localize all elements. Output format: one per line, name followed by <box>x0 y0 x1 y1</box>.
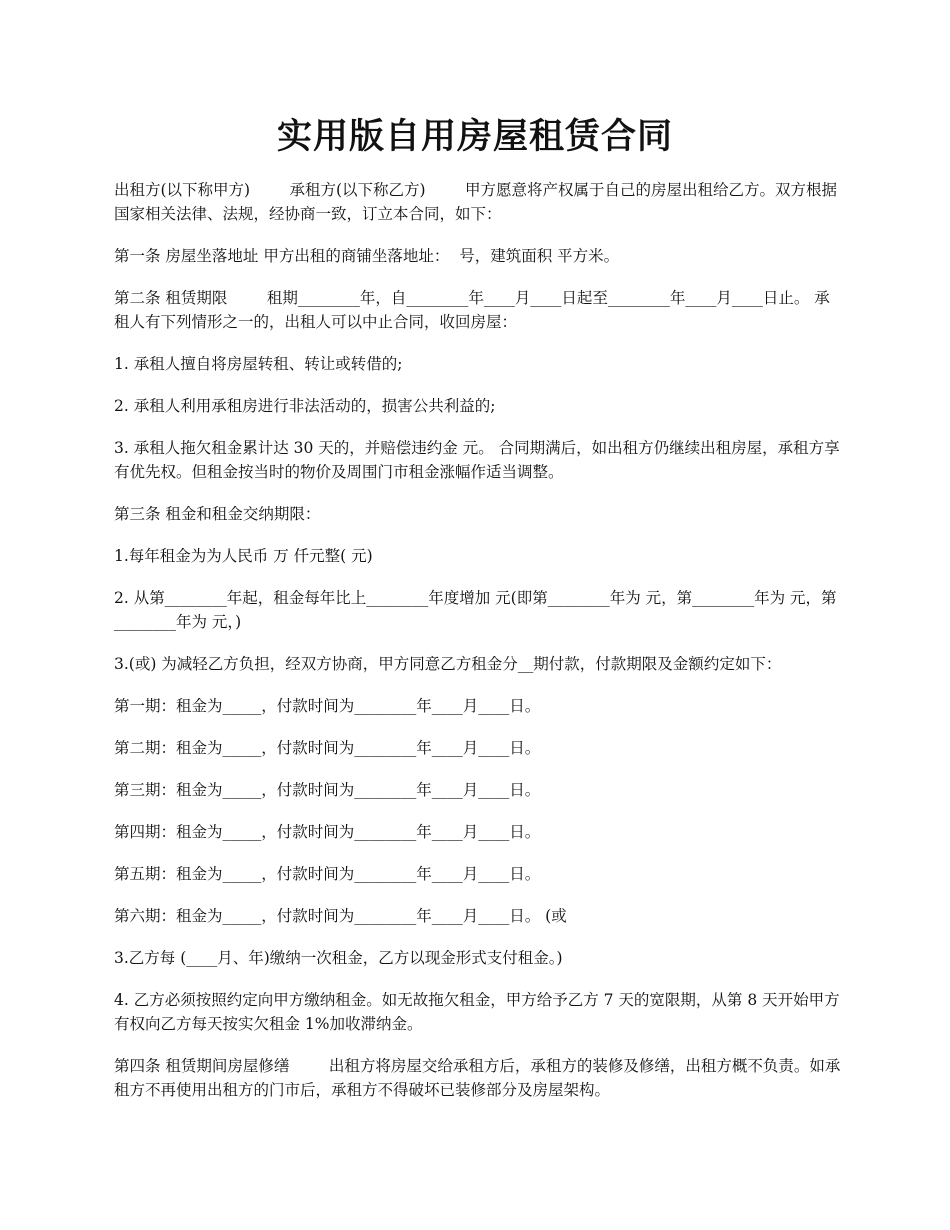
paragraph-parties: 出租方(以下称甲方) 承租方(以下称乙方) 甲方愿意将产权属于自己的房屋出租给乙方。双方根据国家相关法律、法规，经协商一致，订立本合同，如下： <box>114 181 838 223</box>
paragraph-article-1: 第一条 房屋坐落地址 甲方出租的商铺坐落地址： 号，建筑面积 平方米。 <box>114 247 620 265</box>
paragraph-clause-1: 1. 承租人擅自将房屋转租、转让或转借的; <box>114 355 403 373</box>
paragraph-rent-annual: 1.每年租金为为人民币 万 仟元整( 元) <box>114 547 373 565</box>
paragraph-late-fee: 4. 乙方必须按照约定向甲方缴纳租金。如无故拖欠租金，甲方给予乙方 7 天的宽限期，从第 8 天开始甲方有权向乙方每天按实欠租金 1%加收滞纳金。 <box>114 991 840 1033</box>
paragraph-article-4: 第四条 租赁期间房屋修缮 出租方将房屋交给承租方后，承租方的装修及修缮，出租方概不负责。如承租方不再使用出租方的门市后，承租方不得破坏已装修部分及房屋架构。 <box>114 1057 841 1099</box>
paragraph-clause-2: 2. 承租人利用承租房进行非法活动的，损害公共利益的; <box>114 397 496 415</box>
paragraph-rent-installments: 3.(或) 为减轻乙方负担，经双方协商，甲方同意乙方租金分__期付款，付款期限及金额约定如下： <box>114 655 782 673</box>
paragraph-installment-2: 第二期：租金为_____，付款时间为________年____月____日。 <box>114 739 541 757</box>
paragraph-installment-5: 第五期：租金为_____，付款时间为________年____月____日。 <box>114 865 541 883</box>
document-title: 实用版自用房屋租赁合同 <box>276 116 673 157</box>
paragraph-rent-cash: 3.乙方每 (____月、年)缴纳一次租金，乙方以现金形式支付租金。) <box>114 949 563 967</box>
paragraph-installment-1: 第一期：租金为_____，付款时间为________年____月____日。 <box>114 697 541 715</box>
paragraph-installment-3: 第三期：租金为_____，付款时间为________年____月____日。 <box>114 781 541 799</box>
paragraph-clause-3: 3. 承租人拖欠租金累计达 30 天的，并赔偿违约金 元。 合同期满后，如出租方仍继续出租房屋，承租方享有优先权。但租金按当时的物价及周围门市租金涨幅作适当调整。 <box>114 439 840 481</box>
paragraph-installment-6: 第六期：租金为_____，付款时间为________年____月____日。 (或 <box>114 907 567 925</box>
document-body <box>114 178 844 1120</box>
paragraph-article-3: 第三条 租金和租金交纳期限： <box>114 505 321 523</box>
paragraph-rent-increase: 2. 从第________年起，租金每年比上________年度增加 元(即第________年为 元，第________年为 元，第________年为 元，) <box>114 589 837 631</box>
paragraph-article-2: 第二条 租赁期限 租期________年，自________年____月____日起至________年____月____日止。 承租人有下列情形之一的，出租人可以中止合同，收回房屋： <box>114 289 830 331</box>
paragraph-installment-4: 第四期：租金为_____，付款时间为________年____月____日。 <box>114 823 541 841</box>
